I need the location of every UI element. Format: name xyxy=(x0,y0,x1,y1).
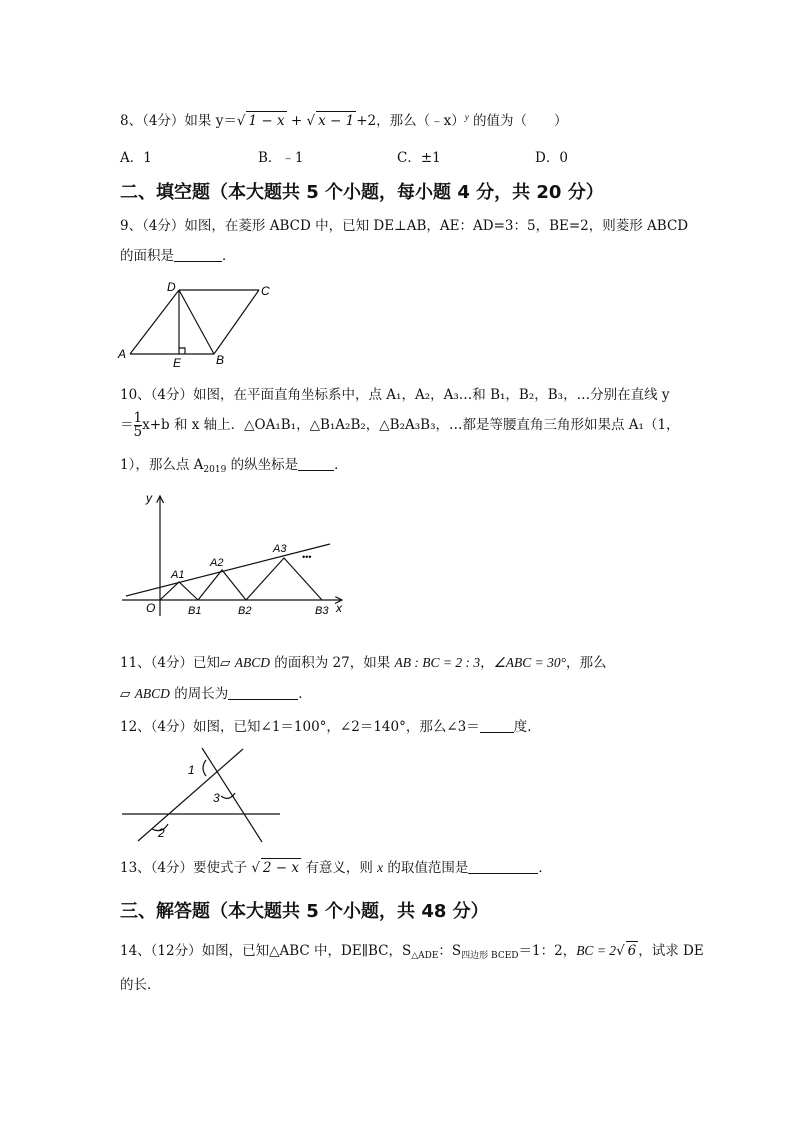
triangle-1 xyxy=(160,582,198,600)
label-e: E xyxy=(173,356,182,368)
q8-prefix: 8、（4分）如果 y＝ xyxy=(120,113,237,129)
ellipsis-dots: ••• xyxy=(302,552,312,562)
q8-radical-1: 1 − x xyxy=(248,113,285,129)
side-ad xyxy=(130,290,179,354)
q8-radical-2: x − 1 xyxy=(318,113,355,129)
q8-exponent: y xyxy=(464,112,469,122)
section-heading-solutions: 三、解答题（本大题共 5 个小题，共 48 分） xyxy=(120,901,489,922)
q9-line-2: 的面积是 ． xyxy=(120,248,236,264)
q11-answer-blank xyxy=(228,699,298,700)
line-y xyxy=(126,544,330,596)
q10-answer-blank xyxy=(298,470,334,471)
q11-line-2: ▱ ABCD 的周长为 ． xyxy=(120,686,312,702)
question-8: 8、（4分）如果 y＝√ 1 − x + √ x − 1 +2，那么（﹣x）$^y$ 的值为（ ） xyxy=(120,112,568,129)
label-d: D xyxy=(167,280,176,294)
q10-line-3: 1），那么点 $A_{2019}$ 的纵坐标是 ． xyxy=(120,457,348,475)
q12-text: 12、（4分）如图，已知∠1＝100°，∠2＝140°，那么∠3＝ 度． xyxy=(120,719,541,735)
coordinate-figure xyxy=(118,488,350,620)
label-angle-2: 2 xyxy=(158,826,165,840)
q8-option-a: A．1 xyxy=(120,150,152,166)
diagonal-db xyxy=(179,290,214,354)
label-b2: B2 xyxy=(238,605,252,617)
q11-line-1: 11、（4分）已知▱ ABCD 的面积为 27，如果 AB : BC = 2 : 3，∠ABC = 30°，那么 xyxy=(120,655,607,671)
q13-answer-blank xyxy=(468,873,538,874)
triangle-3 xyxy=(246,558,322,600)
label-a: A xyxy=(118,347,127,361)
triangle-2 xyxy=(198,570,246,600)
label-b: B xyxy=(216,353,225,367)
q14-line-2: 的长． xyxy=(120,977,161,993)
q10-line-1: 10、（4分）如图，在平面直角坐标系中，点 A₁，A₂，A₃…和 B₁，B₂，B₃，…分别在直线 y xyxy=(120,387,670,403)
label-a3: A3 xyxy=(273,543,287,555)
q8-option-c: C．±1 xyxy=(397,150,441,166)
rhombus-figure xyxy=(112,278,282,368)
label-y-axis: y xyxy=(146,491,152,505)
angle-3-arc xyxy=(221,793,235,798)
q8-option-d: D．0 xyxy=(535,150,568,166)
q13-radical: 2 − x xyxy=(262,860,300,876)
q11-ratio: AB : BC = 2 : 3 xyxy=(394,655,481,670)
side-bc xyxy=(214,290,259,354)
label-b1: B1 xyxy=(188,605,202,617)
q10-line-2: ＝ $\frac{1}{5}$ x+b 和 x 轴上．△OA₁B₁，△B₁A₂B₂，△B₂A₃B₃，…都是等腰直角三角形如果点 A₁（1， xyxy=(120,410,680,440)
angles-figure xyxy=(118,744,283,844)
section-heading-fill-in: 二、填空题（本大题共 5 个小题，每小题 4 分，共 20 分） xyxy=(120,182,604,203)
label-origin: O xyxy=(146,601,156,615)
label-angle-3: 3 xyxy=(213,791,220,805)
label-a1: A1 xyxy=(171,569,185,581)
q11-angle: ∠ABC = 30° xyxy=(493,655,566,670)
q9-answer-blank xyxy=(174,261,222,262)
q10-fraction: $\frac{1}{5}$ xyxy=(133,410,143,440)
q8-option-b: B．﹣1 xyxy=(258,150,304,166)
q13-text: 13、（4分）要使式子 √ 2 − x 有意义，则 x 的取值范围是 ． xyxy=(120,860,552,876)
label-c: C xyxy=(261,284,270,298)
q8-suffix: 的值为（ ） xyxy=(468,113,568,129)
q14-line-1: 14、（12分）如图，已知△ABC 中，DE∥BC，$S_{\triangle ADE}$：$S_{四边形 BCED}=1$：2，BC = 2√ 6 ，试求 DE xyxy=(120,943,704,961)
q8-plus2: +2，那么（﹣x） xyxy=(356,113,465,129)
label-b3: B3 xyxy=(315,605,329,617)
right-angle-mark xyxy=(179,348,185,354)
label-angle-1: 1 xyxy=(188,763,195,777)
q12-answer-blank xyxy=(480,732,514,733)
q14-radical: 6 xyxy=(627,943,637,959)
q9-line-1: 9、（4分）如图，在菱形 ABCD 中，已知 DE⊥AB，AE：AD=3：5，BE=2，则菱形 ABCD xyxy=(120,218,689,234)
slant-line-2 xyxy=(202,748,262,842)
angle-1-arc xyxy=(203,760,206,776)
label-a2: A2 xyxy=(210,557,224,569)
label-x-axis: x xyxy=(336,601,342,615)
